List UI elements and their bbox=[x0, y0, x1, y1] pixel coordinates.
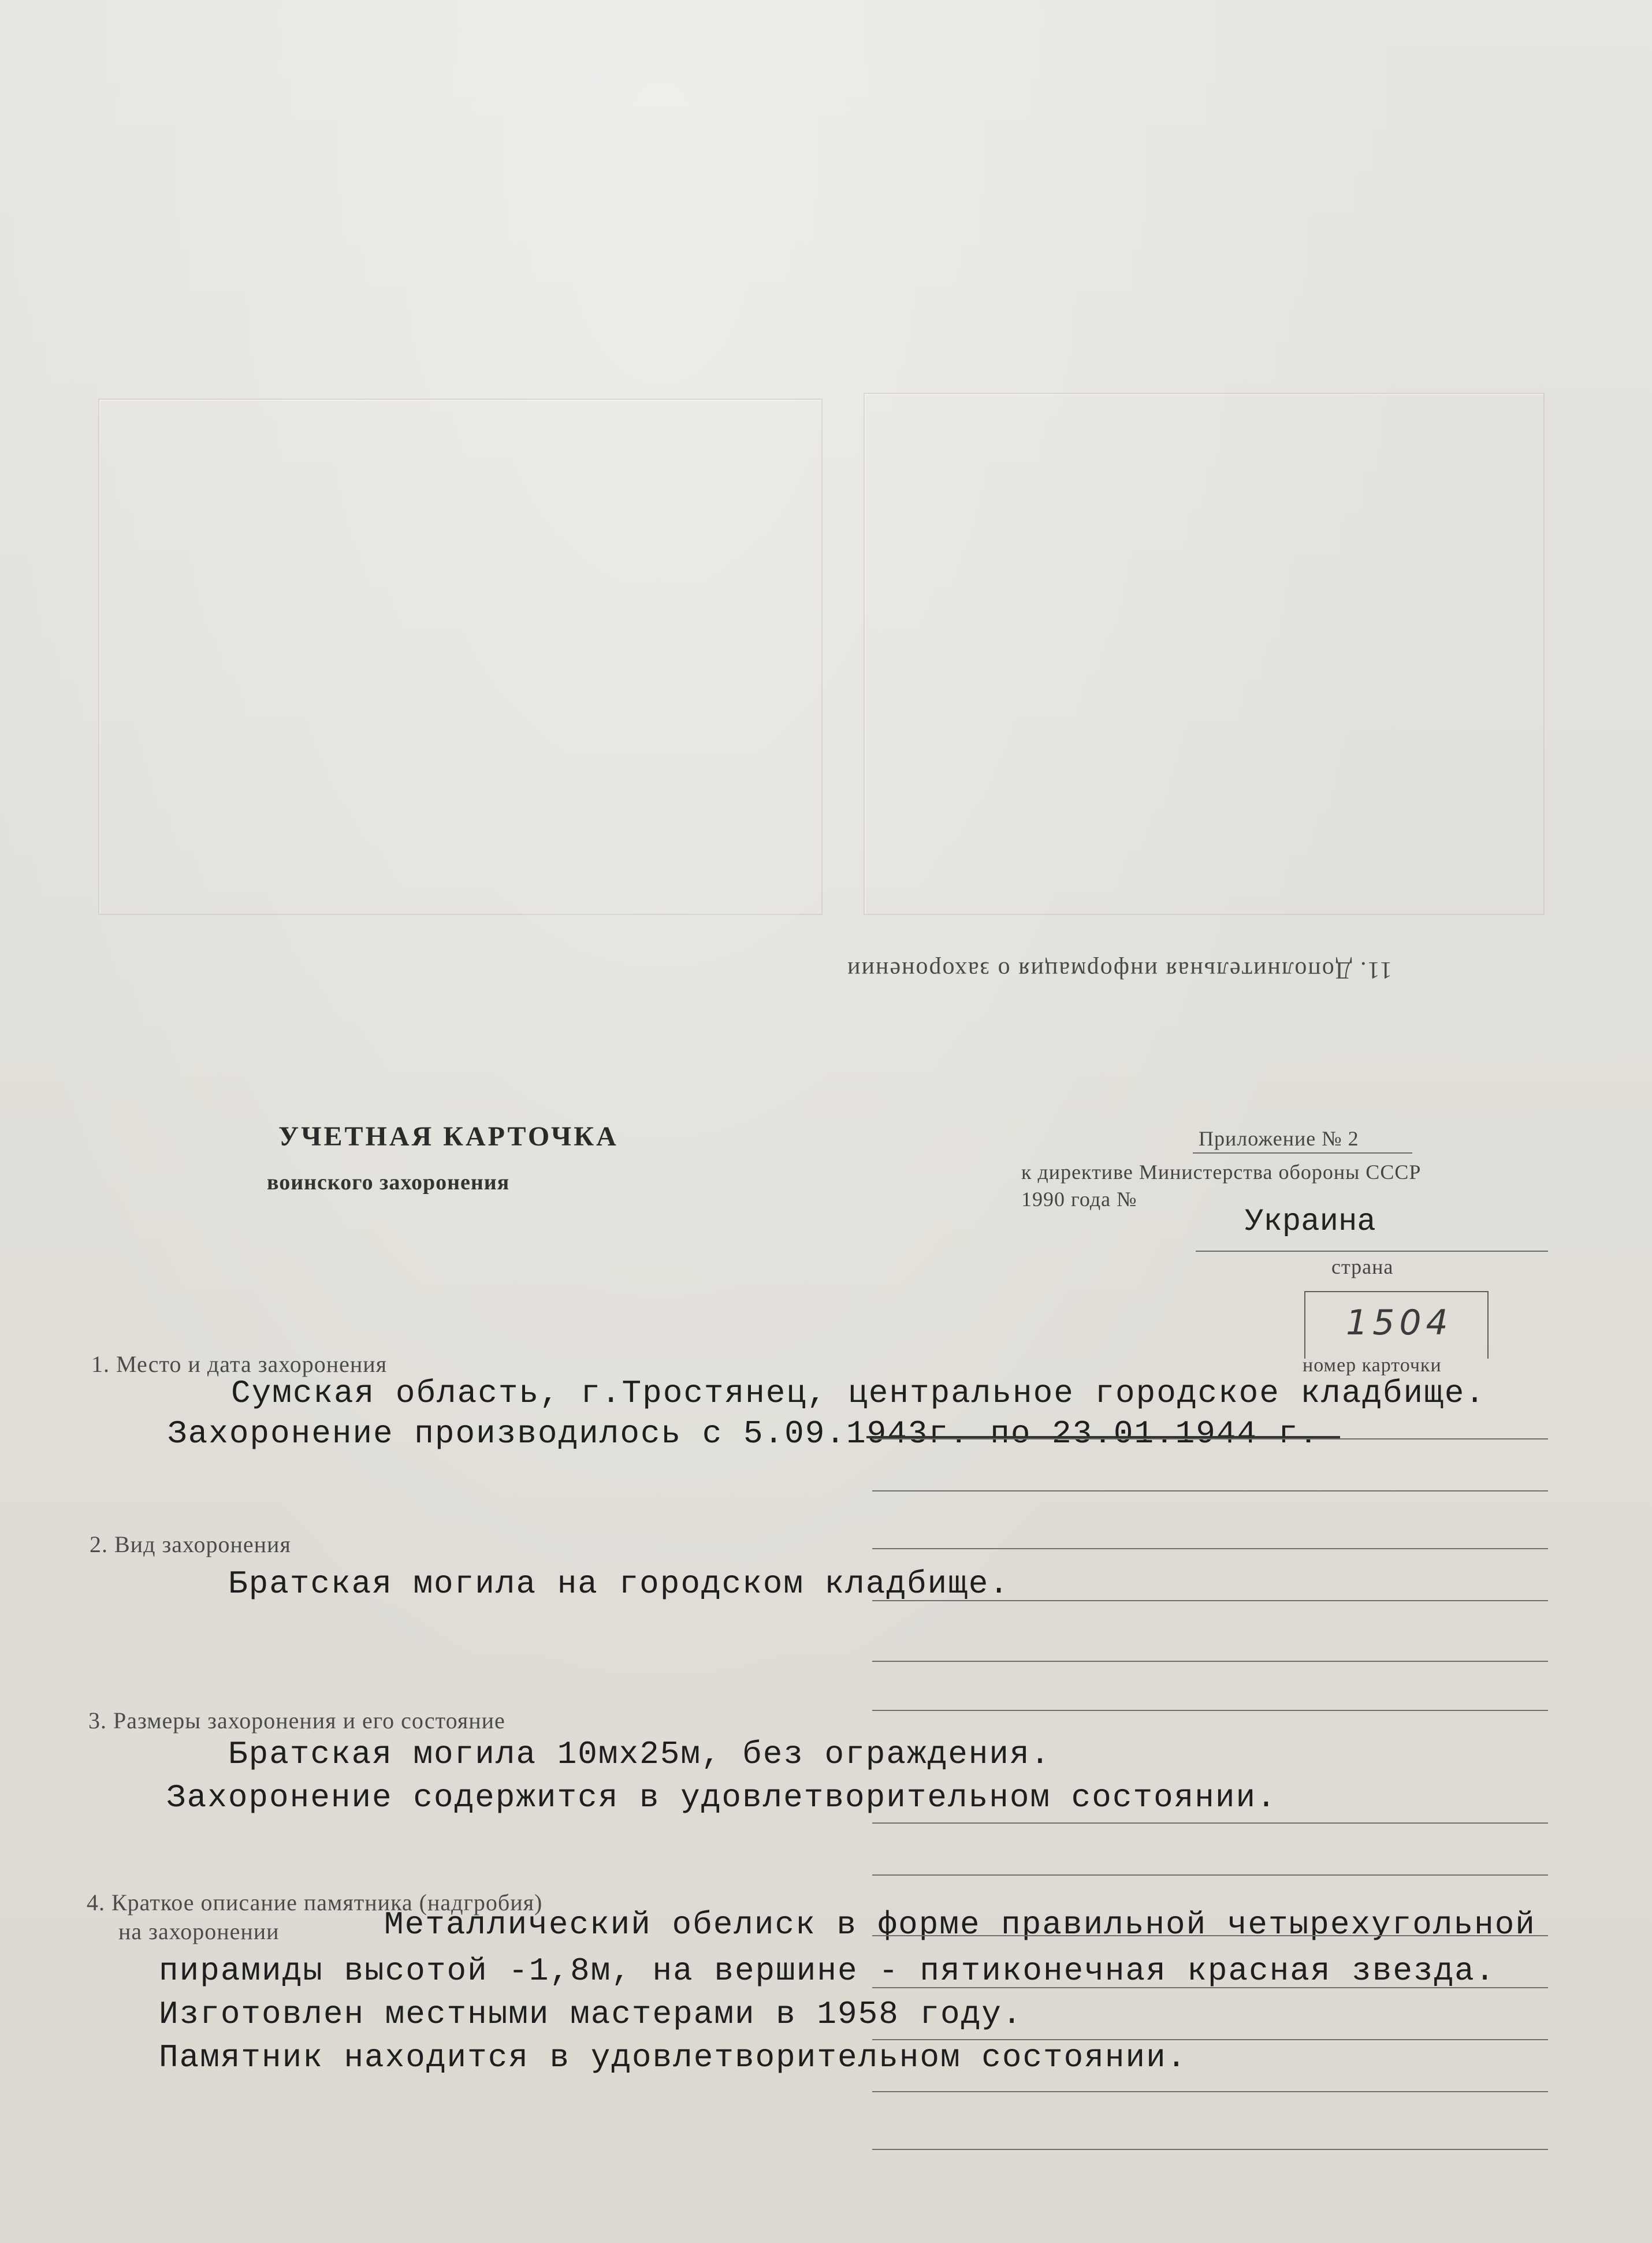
country-value: Украина bbox=[1245, 1204, 1376, 1240]
section-2-label: 2. Вид захоронения bbox=[90, 1531, 291, 1557]
section-4-line-4: Памятник находится в удовлетворительном состоянии. bbox=[159, 2039, 1188, 2076]
section-3-rule-0 bbox=[872, 1710, 1548, 1711]
mirrored-section-heading: 11. Дополнительная информация о захоронении bbox=[846, 957, 1392, 983]
section-4-rule-2 bbox=[872, 1987, 1548, 1988]
section-4-rule-1 bbox=[872, 1935, 1548, 1936]
directive-line-2: 1990 года № bbox=[1021, 1188, 1137, 1211]
section-1-label: 1. Место и дата захоронения bbox=[91, 1351, 388, 1377]
section-2-rule-2 bbox=[872, 1661, 1548, 1662]
section-4-line-3: Изготовлен местными мастерами в 1958 году. bbox=[159, 1996, 1023, 2033]
section-3-rule-2 bbox=[872, 1874, 1548, 1876]
appendix-label: Приложение № 2 bbox=[1199, 1127, 1359, 1150]
card-title: УЧЕТНАЯ КАРТОЧКА bbox=[278, 1121, 619, 1152]
section-3-line-1: Братская могила 10мх25м, без ограждения. bbox=[228, 1736, 1051, 1773]
country-caption: страна bbox=[1331, 1255, 1394, 1278]
section-2-rule-0 bbox=[872, 1548, 1548, 1549]
section-4-label: 4. Краткое описание памятника (надгробия) bbox=[87, 1889, 543, 1915]
section-2-line-1: Братская могила на городском кладбище. bbox=[228, 1565, 1010, 1602]
appendix-underline bbox=[1193, 1152, 1412, 1154]
section-4-line-2: пирамиды высотой -1,8м, на вершине - пятиконечная красная звезда. bbox=[159, 1952, 1496, 1989]
directive-line-1: к директиве Министерства обороны СССР bbox=[1021, 1160, 1422, 1184]
section-4-rule-5 bbox=[872, 2149, 1548, 2150]
section-3-line-2: Захоронение содержится в удовлетворительном состоянии. bbox=[166, 1779, 1277, 1816]
section-3-label: 3. Размеры захоронения и его состояние bbox=[88, 1708, 505, 1734]
embossed-panel-left bbox=[98, 399, 823, 915]
section-4-rule-3 bbox=[872, 2039, 1548, 2040]
section-1-rule-1 bbox=[872, 1438, 1548, 1439]
section-4-label-continued: на захоронении bbox=[118, 1918, 280, 1944]
section-1-line-2: Захоронение производилось с 5.09.1943г. по 23.01.1944 г. bbox=[168, 1415, 1319, 1452]
section-1-rule-2 bbox=[872, 1490, 1548, 1491]
section-4-rule-4 bbox=[872, 2091, 1548, 2092]
section-1-line-1: Сумская область, г.Тростянец, центральное городское кладбище. bbox=[231, 1375, 1486, 1412]
country-underline bbox=[1196, 1251, 1548, 1252]
card-subtitle: воинского захоронения bbox=[267, 1170, 510, 1195]
card-number-value: 1504 bbox=[1346, 1303, 1453, 1343]
section-4-line-1: Металлический обелиск в форме правильной четырехугольной bbox=[384, 1906, 1536, 1943]
section-3-rule-1 bbox=[872, 1822, 1548, 1824]
card-number-caption: номер карточки bbox=[1303, 1355, 1442, 1376]
section-2-rule-1 bbox=[872, 1600, 1548, 1601]
correction-strike bbox=[866, 1436, 1340, 1438]
embossed-panel-right bbox=[864, 393, 1545, 915]
